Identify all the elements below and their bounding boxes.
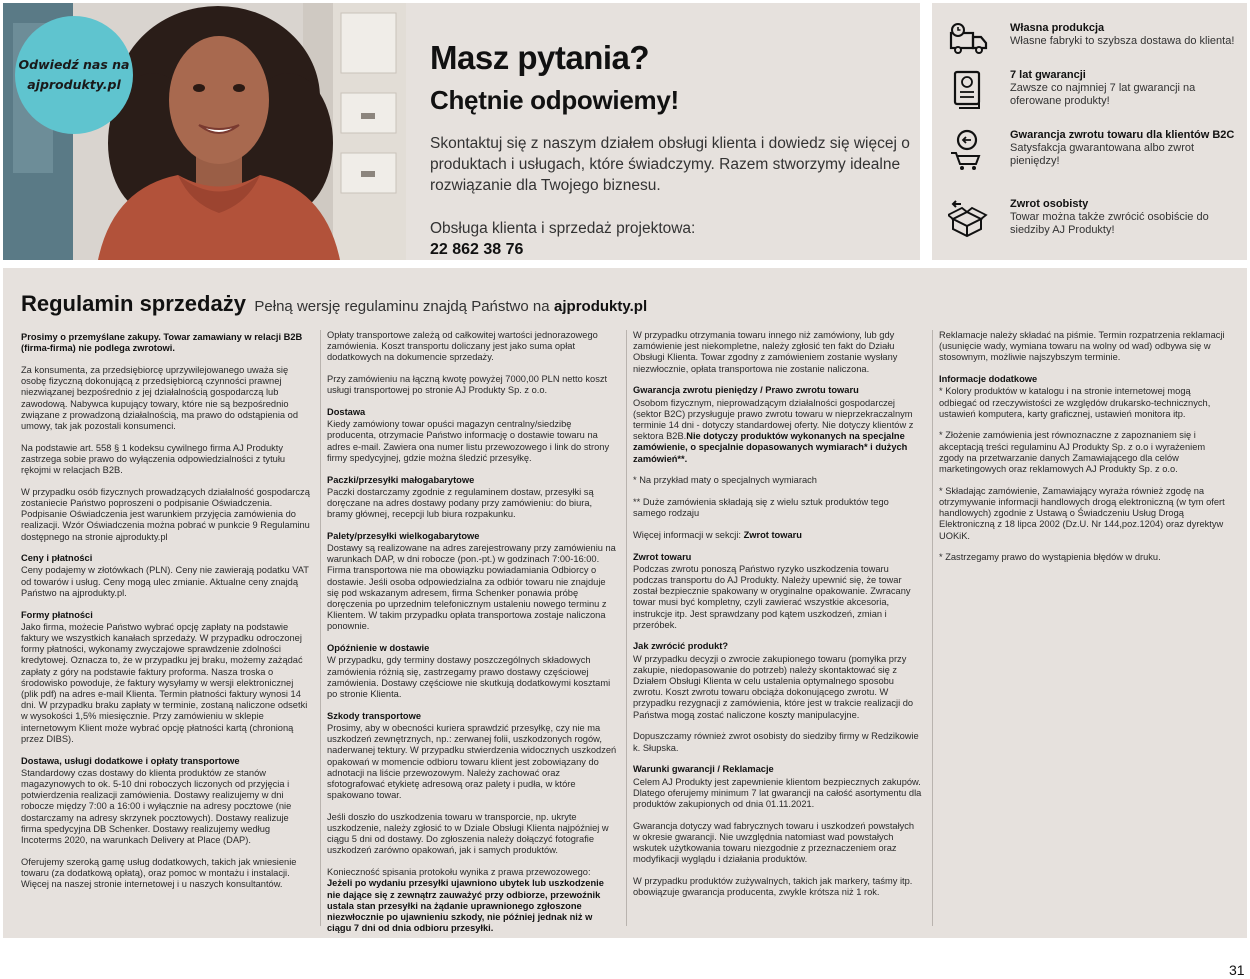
visit-website-badge[interactable] [15,16,133,134]
contact-label: Obsługa klienta i sprzedaż projektowa: [430,220,696,237]
paragraph: W przypadku otrzymania towaru innego niż zamówiony, lub gdy zamówienie jest niekompletne, należy zgłosić ten fakt do Działu Obsługi Klienta. Towar zgodny z zamówieniem zostanie wysłany niezwłocznie, opłata transportowa nie zostanie naliczona. [633,330,898,374]
paragraph: * Zastrzegamy prawo do wystąpienia błędów w druku. [939,552,1161,563]
certificate-icon [948,69,990,111]
paragraph: Podczas zwrotu ponoszą Państwo ryzyko uszkodzenia towaru podczas transportu do AJ Produkty. Należy upewnić się, że towar został bezpiecznie spakowany w oryginalne opakowanie. Zwracany towar musi być kompletny, czyli zawierać wszystkie akcesoria, instrukcje itp. Jest sprawdzany pod kątem uszkodzeń, zmian i przeróbek. [633,563,911,630]
section-heading: Opóźnienie w dostawie [327,643,430,654]
footnote: ** Duże zamówienia składają się z wielu sztuk produktów tego samego rodzaju [633,496,889,519]
paragraph-with-bold [633,398,923,465]
section-heading: Palety/przesyłki wielkogabarytowe [327,530,480,541]
paragraph: W przypadku produktów zużywalnych, takich jak markery, taśmy itp. obowiązuje gwarancja producenta, zwykle krótsza niż 1 rok. [633,875,913,898]
badge-line-2: ajprodukty.pl [27,77,121,92]
terms-title: Regulamin sprzedaży [21,291,246,316]
column-divider [626,330,627,926]
paragraph: * Kolory produktów w katalogu i na stronie internetowej mogą odbiegać od rzeczywistości ze względów drukarsko-technicznych, ustawień komputera, karty graficznej, ustawień monitora itp. [939,386,1211,419]
feature-text: Satysfakcja gwarantowana albo zwrot pieniędzy! [1010,142,1195,167]
feature-title: Zwrot osobisty [1010,198,1089,210]
section-heading: Gwarancja zwrotu pieniędzy / Prawo zwrotu towaru [633,385,859,396]
page-number: 31 [1229,962,1245,978]
paragraph-with-bold [327,867,617,934]
terms-section [3,268,1247,938]
paragraph: W przypadku, gdy terminy dostawy poszczególnych składowych zamówienia różnią się, zastrzegamy prawo dostawy częściowej zamówienia. Dostawy częściowe nie skutkują dodatkowymi kosztami po stronie Klienta. [327,655,611,699]
hero-text [430,39,910,260]
paragraph: Celem AJ Produkty jest zapewnienie klientom bezpiecznych zakupów. Dlatego oferujemy minimum 7 lat gwarancji na całość asortymentu dla produktów zakupionych od dnia 01.11.2021. [633,776,922,809]
paragraph: Prosimy, aby w obecności kuriera sprawdzić przesyłkę, czy nie ma uszkodzeń zewnętrznych, np.: zerwanej folii, uszkodzonych rogów, naderwanej tektury. W przypadku stwierdzenia widocznych uszkodzeń opakowań w momencie odbioru towaru klient jest zobowiązany do adnotacji na liście przewozowym. Należy zachować oraz sfotografować etykietę adresową oraz palety i pudła, w które spakowano towar. [327,722,617,801]
feature-title: 7 lat gwarancji [1010,69,1086,81]
paragraph: * Złożenie zamówienia jest równoznaczne z zapoznaniem się i akceptacją treści regulaminu AJ Produkty Sp. z o.o i wyrażeniem zgody na przetwarzanie danych Zamawiającego dla celów marketingowych oraz reklamowych AJ Produkty Sp. z o.o. [939,430,1206,475]
terms-link[interactable]: ajprodukty.pl [554,298,648,315]
features-panel [932,3,1247,260]
paragraph: Standardowy czas dostawy do klienta produktów ze stanów magazynowych to ok. 5-10 dni roboczych liczonych od przyjęcia i potwierdzenia realizacji zamówienia. Dostawy realizujemy w dni robocze między 7:00 a 16:00 i wyłącznie na adresy pocztowe (nie dostarczamy na adresy skrzynek pocztowych). Dostawy realizuje firma spedycyjna DB Schenker. Dostawy realizujemy według Incoterms 2020, na warunkach Delivery at Place (DAP). [21,767,292,845]
badge-line-1: Odwiedź nas na [18,57,130,72]
paragraph: Jeśli doszło do uszkodzenia towaru w transporcie, np. ukryte uszkodzenie, należy zgłosić to w Dziale Obsługi Klienta najpóźniej w ciągu 5 dni od dostawy. Do zgłoszenia należy dołączyć fotografie uszkodzeń zarówno opakowań, jak i samych produktów. [327,811,609,856]
paragraph: Jako firma, możecie Państwo wybrać opcję zapłaty na podstawie faktury we wszystkich kanałach sprzedaży. W przypadku odroczonej formy płatności, wykonamy zwyczajowe sprawdzenie zdolności kredytowej. Oznacza to, że w przypadku jej braku, możemy zażądać zapłaty z góry na podstawie faktury proforma. Nasza troska o środowisko powoduje, że faktury wysyłamy w wersji elektronicznej (plik pdf) na adres e-mail Klienta. Termin płatności faktury wynosi 14 dni. W przypadku braku zapłaty w terminie, zostaną naliczone odsetki w wysokości 1,5% miesięcznie. Przy zamówieniu w sklepie internetowym Klient może wybrać opcję płatności kartą (chronioną przez DIBS). [21,621,308,744]
feature-return-b2c [948,129,1237,198]
feature-warranty [948,69,1237,129]
paragraph: Gwarancja dotyczy wad fabrycznych towaru i uszkodzeń powstałych w okresie gwarancji. Nie uwzględnia natomiast wad powstałych wskutek użytkowania towaru niezgodnie z przeznaczeniem oraz modyfikacji wyglądu i działania produktów. [633,820,915,865]
section-heading: Jak zwrócić produkt? [633,641,729,652]
paragraph: Oferujemy szeroką gamę usług dodatkowych, takich jak wniesienie towaru (za dodatkową opłatą), oraz pomoc w montażu i instalacji. Więcej na naszej stronie internetowej i u naszych konsultantów. [21,856,297,890]
column-divider [932,330,933,926]
section-heading: Zwrot towaru [633,551,692,562]
paragraph: Dopuszczamy również zwrot osobisty do siedziby firmy w Redzikowie k. Słupska. [633,731,919,753]
paragraph: Na podstawie art. 558 § 1 kodeksu cywilnego firma AJ Produkty zastrzega sobie prawo do wyłączenia odpowiedzialności z tytułu rękojmi w relacjach B2B. [21,442,286,476]
feature-text: Zawsze co najmniej 7 lat gwarancji na oferowane produkty! [1010,82,1196,107]
section-heading: Informacje dodatkowe [939,374,1038,385]
paragraph: Przy zamówieniu na łączną kwotę powyżej 7000,00 PLN netto koszt usługi transportowej po stronie AJ Produkty Sp. z o.o. [327,374,608,396]
feature-text: Własne fabryki to szybsza dostawa do klienta! [1010,35,1235,47]
paragraph-text: Więcej informacji w sekcji: [633,529,741,540]
hero-subtitle: Chętnie odpowiemy! [430,85,679,115]
phone-number[interactable]: 22 862 38 76 [430,241,524,258]
paragraph-with-bold [633,530,923,541]
paragraph-text: Osobom fizycznym, nieprowadzącym działalności gospodarczej (sektor B2C) przysługuje prawo zwrotu towaru w nieprzekraczalnym terminie 14 dni - dotyczy standardowej oferty. Nie dotyczy klientów z sektora B2B. [633,397,914,442]
paragraph-bold-text: Jeżeli po wydaniu przesyłki ujawniono ubytek lub uszkodzenie nie dające się z zewnątrz zauważyć przy odbiorze, przewoźnik ustala stan przesyłki na żądanie uprawnionego zgłoszone niezwłocznie po ujawnieniu szkody, nie później jednak niż w ciągu 7 dni od dnia odbioru przesyłki. [327,878,604,934]
terms-column-4 [939,330,1229,574]
terms-column-3 [633,330,923,909]
cart-return-icon [948,129,990,171]
feature-text: Towar można także zwrócić osobiście do siedziby AJ Produkty! [1010,211,1209,236]
terms-column-2 [327,330,617,945]
footnote: * Na przykład maty o specjalnych wymiarach [633,475,817,486]
feature-personal-return [948,198,1237,256]
paragraph-text: Konieczność spisania protokołu wynika z prawa przewozowego: [327,867,591,878]
truck-clock-icon [948,22,990,64]
paragraph: Za konsumenta, za przedsiębiorcę uprzywilejowanego uważa się osobę fizyczną dokonującą z przedsiębiorcą czynności prawnej niezwiązanej bezpośrednio z jej działalnością gospodarczą lub zawodową. Nabywca kupujący towary, które nie są bezpośrednio związane z prowadzoną działalnością, ma prawo do odstąpienia od umowy, tak jak pozostali konsumenci. [21,364,299,431]
paragraph: Paczki dostarczamy zgodnie z regulaminem dostaw, przesyłki są doręczane na adres dostawy podany przy zamówieniu: do biura, bramy głównej, recepcji lub biura rozpakunku. [327,486,594,520]
paragraph: * Składając zamówienie, Zamawiający wyraża również zgodę na otrzymywanie informacji handlowych drogą elektroniczną (w tym ofert handlowych) zgodnie z Ustawą o Świadczeniu Usług Drogą Elektroniczną z 18 lipca 2002 (Dz.U. Nr 144,poz.1204) oraz dyrektyw UOKiK. [939,485,1225,541]
paragraph: Kiedy zamówiony towar opuści magazyn centralny/siedzibę producenta, otrzymacie Państwo informację o dostawie towaru na adres e-mail. Zawiera ona numer listu przewozowego i link do strony firmy spedycyjnej, gdzie można śledzić przesyłkę. [327,419,610,463]
feature-own-production [948,22,1237,69]
terms-note: Pełną wersję regulaminu znajdą Państwo na [254,298,550,315]
paragraph-bold-text: Nie dotyczy produktów wykonanych na specjalne zamówienie, o specjalnie dopasowanych wymiarach* i dużych zamówień**. [633,431,908,464]
paragraph: W przypadku osób fizycznych prowadzących działalność gospodarczą zostaniecie Państwo poproszeni o podpisanie Oświadczenia. Podpisanie Oświadczenia jest warunkiem przyjęcia zamówienia do realizacji. Wzór Oświadczenia można pobrać w punkcie 9 Regulaminu dostępnego na stronie ajprodukty.pl [21,486,310,542]
paragraph: Opłaty transportowe zależą od całkowitej wartości jednorazowego zamówienia. Koszt transportu doliczany jest jako suma opłat dodatkowych na dokumencie sprzedaży. [327,330,598,363]
paragraph: Reklamacje należy składać na piśmie. Termin rozpatrzenia reklamacji (usunięcie wady, wymiana towaru na wolny od wad) odbywa się w stosownym, możliwie najszybszym terminie. [939,330,1225,363]
column-divider [320,330,321,926]
contact-banner [3,3,920,260]
section-heading: Warunki gwarancji / Reklamacje [633,764,774,775]
paragraph: Ceny podajemy w złotówkach (PLN). Ceny nie zawierają podatku VAT od towarów i usług. Ceny mogą ulec zmianie. Aktualne ceny znajdą Państwo na ajprodukty.pl. [21,565,309,598]
section-heading: Dostawa, usługi dodatkowe i opłaty transportowe [21,755,240,766]
section-heading: Dostawa [327,407,366,418]
feature-title: Gwarancja zwrotu towaru dla klientów B2C [1010,129,1235,141]
customer-service-photo [3,3,406,260]
hero-body: Skontaktuj się z naszym działem obsługi klienta i dowiedz się więcej o produktach i usługach, które świadczymy. Razem stworzymy idealne rozwiązanie dla Twojego biznesu. [430,135,910,194]
section-link[interactable]: Zwrot towaru [743,529,802,540]
section-heading: Paczki/przesyłki małogabarytowe [327,474,475,485]
section-heading: Ceny i płatności [21,553,93,564]
section-heading: Formy płatności [21,609,93,620]
intro-notice: Prosimy o przemyślane zakupy. Towar zamawiany w relacji B2B (firma-firma) nie podlega zwrotowi. [21,332,303,354]
terms-heading [21,291,647,317]
section-heading: Szkody transportowe [327,710,422,721]
hero-title: Masz pytania? [430,39,650,76]
feature-title: Własna produkcja [1010,22,1105,34]
paragraph: Dostawy są realizowane na adres zarejestrowany przy zamówieniu na warunkach DAP, w dni robocze (pon.-pt.) w godzinach 7:00-16:00. Firma transportowa nie ma obowiązku powiadamiania Odbiorcy o dostawie. Jeśli osoba odpowiedzialna za odbiór towaru nie znajduje się pod wskazanym adresem, firma Schenker ponawia próbę doręczenia po uprzednim telefonicznym ustaleniu nowego terminu z Klientem. W takim przypadku opłata transportowa zostaje naliczona ponownie. [327,543,616,632]
paragraph: W przypadku decyzji o zwrocie zakupionego towaru (pomyłka przy zakupie, niedopasowanie do potrzeb) należy skontaktować się z Działem Obsługi Klienta w celu ustalenia optymalnego sposobu zwrotu. Koszt zwrotu towaru obciąża dokonującego zwrotu. W przypadku rezygnacji z zamówienia, które jest w trakcie realizacji do Państwa mogą zostać naliczone koszty manipulacyjne. [633,653,914,720]
terms-column-1 [21,332,311,901]
box-return-icon [948,198,990,240]
